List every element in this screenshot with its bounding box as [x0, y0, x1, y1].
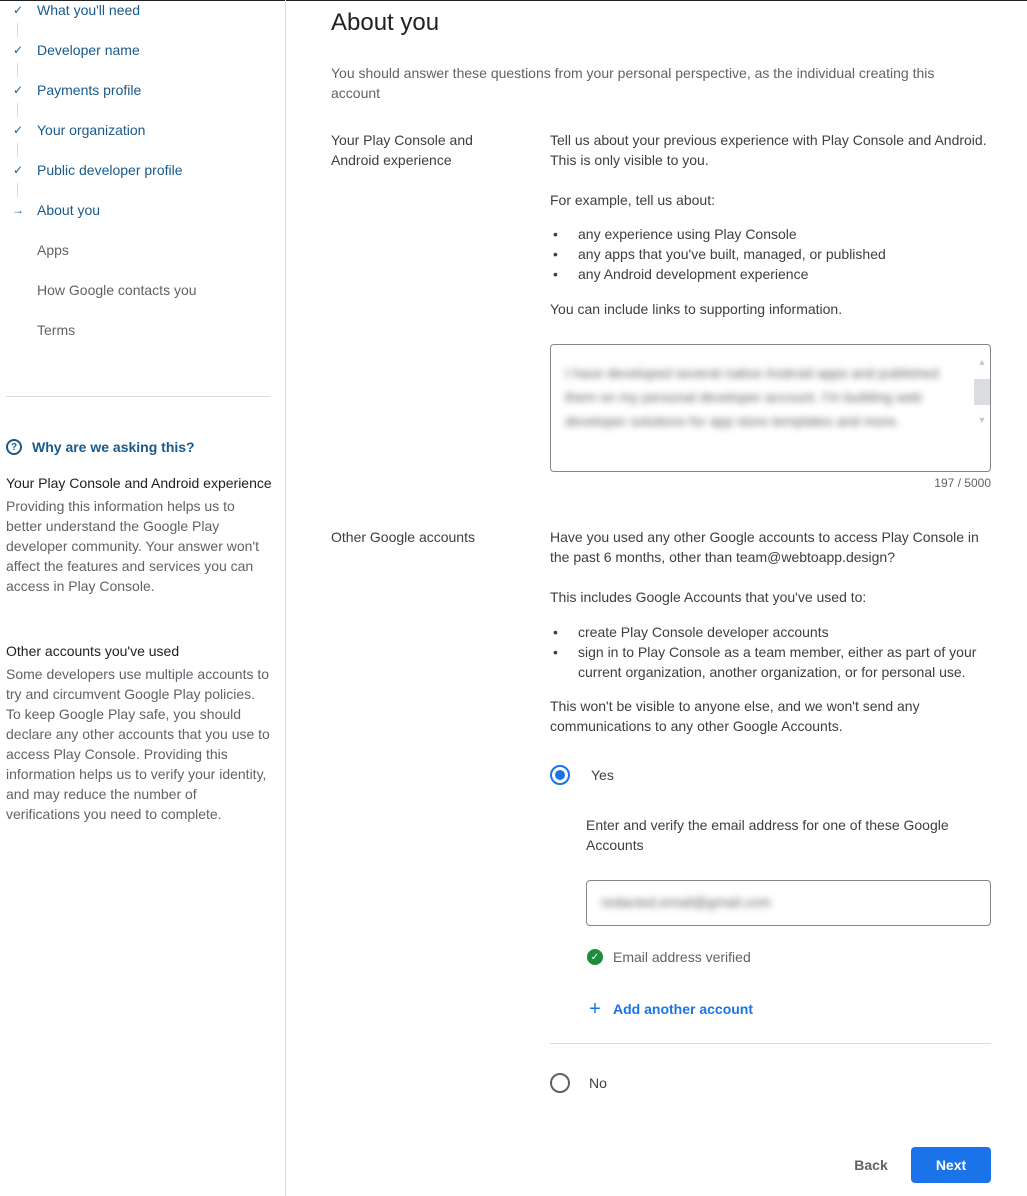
- step-label: Your organization: [37, 122, 146, 138]
- radio-yes-label: Yes: [591, 767, 614, 783]
- radio-divider: [550, 1043, 991, 1044]
- step-label: About you: [37, 202, 101, 218]
- help-title: Your Play Console and Android experience: [6, 475, 272, 491]
- bullet-item: • create Play Console developer accounts: [550, 622, 991, 642]
- step-payments-profile[interactable]: [0, 80, 280, 100]
- step-label: What you'll need: [37, 2, 141, 18]
- step-connector: [17, 183, 18, 197]
- step-apps[interactable]: [0, 240, 280, 260]
- bullet-item: • any Android development experience: [550, 264, 991, 284]
- next-button[interactable]: Next: [911, 1147, 991, 1183]
- verified-label: Email address verified: [613, 949, 751, 965]
- step-terms[interactable]: [0, 320, 280, 340]
- other-accounts-privacy-note: This won't be visible to anyone else, and we won't send any communications to any other Google Accounts.: [550, 698, 920, 734]
- step-about-you[interactable]: [0, 200, 280, 220]
- email-verified-status: [587, 947, 751, 967]
- scrollbar-thumb[interactable]: [974, 379, 990, 405]
- radio-button-unchecked[interactable]: [550, 1073, 570, 1093]
- email-field-value: redacted.email@gmail.com: [601, 894, 771, 910]
- check-icon: ✓: [12, 123, 24, 137]
- check-circle-icon: ✓: [587, 949, 603, 965]
- sidebar: [0, 0, 286, 1196]
- step-connector: [17, 23, 18, 37]
- email-prompt: Enter and verify the email address for one of these Google Accounts: [586, 817, 949, 853]
- character-counter: 197 / 5000: [934, 476, 991, 490]
- page-title: About you: [331, 9, 440, 36]
- help-body: Providing this information helps us to better understand the Google Play developer community. Your answer won't affect the features and services you can access in Play Console.: [6, 498, 259, 594]
- experience-links-note: You can include links to supporting information.: [550, 301, 843, 317]
- experience-bullets: [550, 224, 991, 284]
- step-public-developer-profile[interactable]: [0, 160, 280, 180]
- step-connector: [17, 63, 18, 77]
- add-account-label: Add another account: [613, 1001, 754, 1017]
- radio-no-label: No: [589, 1075, 607, 1091]
- other-accounts-question: Have you used any other Google accounts to access Play Console in the past 6 months, other than team@webtoapp.design?: [550, 529, 979, 565]
- other-accounts-bullets: [550, 622, 991, 682]
- check-icon: ✓: [12, 163, 24, 177]
- plus-icon: +: [589, 998, 601, 1020]
- step-your-organization[interactable]: [0, 120, 280, 140]
- experience-textarea-value: I have developed several native Android apps and published them on my personal developer account. I'm building web developer solutions for app store templates and more.: [565, 365, 939, 429]
- check-icon: ✓: [12, 3, 24, 17]
- experience-example-intro: For example, tell us about:: [550, 192, 715, 208]
- step-what-youll-need[interactable]: [0, 0, 280, 20]
- experience-section-label: Your Play Console and Android experience: [331, 132, 473, 168]
- radio-button-checked[interactable]: [550, 765, 570, 785]
- other-accounts-includes-intro: This includes Google Accounts that you've used to:: [550, 589, 867, 605]
- textarea-scrollbar[interactable]: [974, 355, 990, 435]
- chevron-down-icon[interactable]: ▼: [977, 415, 987, 425]
- step-connector: [17, 143, 18, 157]
- step-how-google-contacts-you[interactable]: [0, 280, 280, 300]
- step-label: How Google contacts you: [37, 282, 197, 298]
- step-label: Apps: [37, 242, 69, 258]
- sidebar-divider: [6, 396, 270, 397]
- email-field[interactable]: [586, 880, 991, 926]
- step-label: Public developer profile: [37, 162, 183, 178]
- bullet-item: • sign in to Play Console as a team member, either as part of your current organization, another organization, or for personal use.: [550, 642, 991, 682]
- experience-textarea[interactable]: [550, 344, 991, 472]
- step-label: Terms: [37, 322, 76, 338]
- help-title: Other accounts you've used: [6, 643, 180, 659]
- help-experience: [6, 473, 272, 596]
- why-are-we-asking-toggle[interactable]: [6, 437, 195, 457]
- check-icon: ✓: [12, 83, 24, 97]
- radio-yes[interactable]: [550, 765, 614, 785]
- other-accounts-section-label: Other Google accounts: [331, 529, 475, 545]
- check-icon: ✓: [12, 43, 24, 57]
- radio-no[interactable]: [550, 1073, 607, 1093]
- help-body: Some developers use multiple accounts to try and circumvent Google Play policies. To keep Google Play safe, you should declare any other accounts that you use to access Play Console. Providing this information helps us to verify your identity, and may reduce the number of verifications you need to complete.: [6, 666, 270, 822]
- chevron-up-icon[interactable]: ▲: [977, 357, 987, 367]
- bullet-item: • any experience using Play Console: [550, 224, 991, 244]
- experience-description: Tell us about your previous experience with Play Console and Android. This is only visible to you.: [550, 132, 987, 168]
- why-label: Why are we asking this?: [32, 439, 195, 455]
- step-developer-name[interactable]: [0, 40, 280, 60]
- bullet-item: • any apps that you've built, managed, or published: [550, 244, 991, 264]
- step-label: Developer name: [37, 42, 140, 58]
- add-another-account-button[interactable]: [587, 999, 753, 1019]
- step-connector: [17, 103, 18, 117]
- help-other-accounts: [6, 641, 272, 824]
- help-circle-icon: ?: [6, 439, 22, 455]
- arrow-right-icon: →: [12, 203, 24, 217]
- back-button[interactable]: Back: [841, 1147, 901, 1183]
- step-label: Payments profile: [37, 82, 142, 98]
- page-intro: You should answer these questions from your personal perspective, as the individual creating this account: [331, 65, 935, 101]
